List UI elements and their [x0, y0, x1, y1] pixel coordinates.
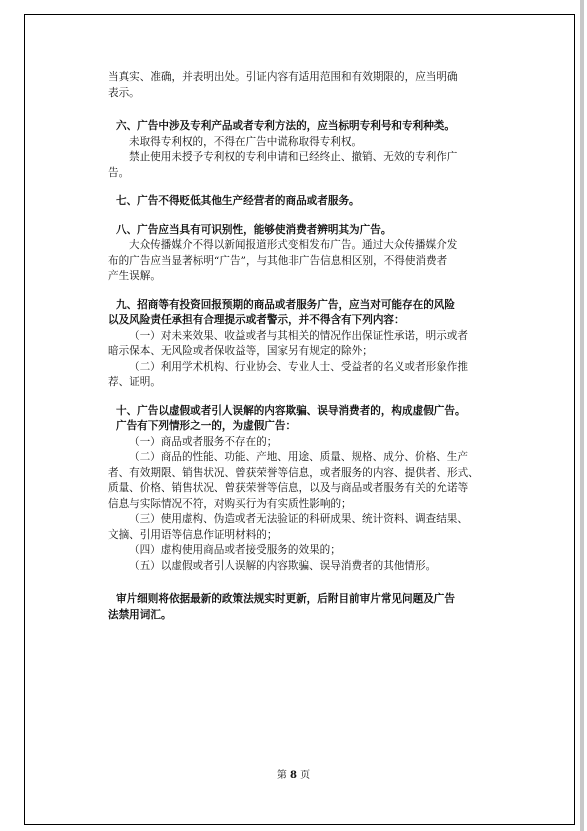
paragraph: 未取得专利权的，不得在广告中谎称取得专利权。	[129, 135, 363, 148]
list-item: （五）以虚假或者引人误解的内容欺骗、误导消费者的其他情形。	[129, 559, 437, 572]
list-item: （二）利用学术机构、行业协会、专业人士、受益者的名义或者形象作推	[129, 360, 468, 373]
list-item: （一）商品或者服务不存在的；	[129, 435, 278, 448]
closing-note-cont: 法禁用词汇。	[108, 608, 172, 621]
paragraph: 禁止使用未授予专利权的专利申请和已经终止、撤销、无效的专利作广	[129, 151, 458, 163]
section-heading-8: 八、广告应当具有可识别性，能够使消费者辨明其为广告。	[116, 223, 392, 236]
page-footer	[0, 766, 587, 781]
section-heading-7: 七、广告不得贬低其他生产经营者的商品或者服务。	[116, 195, 360, 207]
list-item-continuation: 者、有效期限、销售状况、曾获荣誉等信息，或者服务的内容、提供者、形式、	[108, 466, 479, 479]
list-item: （一）对未来效果、收益或者与其相关的情况作出保证性承诺，明示或者	[129, 329, 468, 342]
footer-prefix: 第	[276, 770, 287, 781]
list-item-continuation: 质量、价格、销售状况、曾获荣誉等信息，以及与商品或者服务有关的允诺等	[108, 482, 469, 494]
paragraph: 大众传播媒介不得以新闻报道形式变相发布广告。通过大众传播媒介发	[129, 239, 458, 251]
list-item: （二）商品的性能、功能、产地、用途、质量、规格、成分、价格、生产	[129, 451, 468, 463]
document-body	[108, 70, 498, 623]
list-item-continuation: 暗示保本、无风险或者保收益等，国家另有规定的除外；	[108, 345, 373, 357]
section-heading-9: 九、招商等有投资回报预期的商品或者服务广告，应当对可能存在的风险	[116, 298, 455, 311]
list-item: （三）使用虚构、伪造或者无法验证的科研成果、统计资料、调查结果、	[129, 513, 468, 525]
intro-line: 当真实、准确，并表明出处。引证内容有适用范围和有效期限的，应当明确	[108, 71, 458, 83]
footer-suffix: 页	[300, 770, 311, 781]
section-heading-6: 六、广告中涉及专利产品或者专利方法的，应当标明专利号和专利种类。	[116, 120, 455, 132]
intro-line: 表示。	[108, 86, 140, 99]
list-item: （四）虚构使用商品或者接受服务的效果的；	[129, 544, 341, 556]
list-item-continuation: 信息与实际情况不符，对购买行为有实质性影响的；	[108, 497, 352, 510]
page-shadow	[580, 0, 584, 831]
section-heading-9-cont: 以及风险责任承担有合理提示或者警示，并不得含有下列内容：	[108, 314, 405, 326]
paragraph-continuation: 告。	[108, 166, 130, 179]
paragraph-continuation: 产生误解。	[108, 270, 161, 282]
paragraph-continuation: 布的广告应当显著标明“广告”，与其他非广告信息相区别，不得使消费者	[108, 254, 448, 267]
page-number: 8	[290, 770, 297, 781]
section-heading-10-cont: 广告有下列情形之一的，为虚假广告：	[116, 420, 297, 432]
section-heading-10: 十、广告以虚假或者引人误解的内容欺骗、误导消费者的，构成虚假广告。	[116, 404, 466, 417]
list-item-continuation: 荐、证明。	[108, 376, 161, 388]
list-item-continuation: 文摘、引用语等信息作证明材料的；	[108, 528, 278, 541]
closing-note: 审片细则将依据最新的政策法规实时更新，后附目前审片常见问题及广告	[116, 593, 455, 605]
